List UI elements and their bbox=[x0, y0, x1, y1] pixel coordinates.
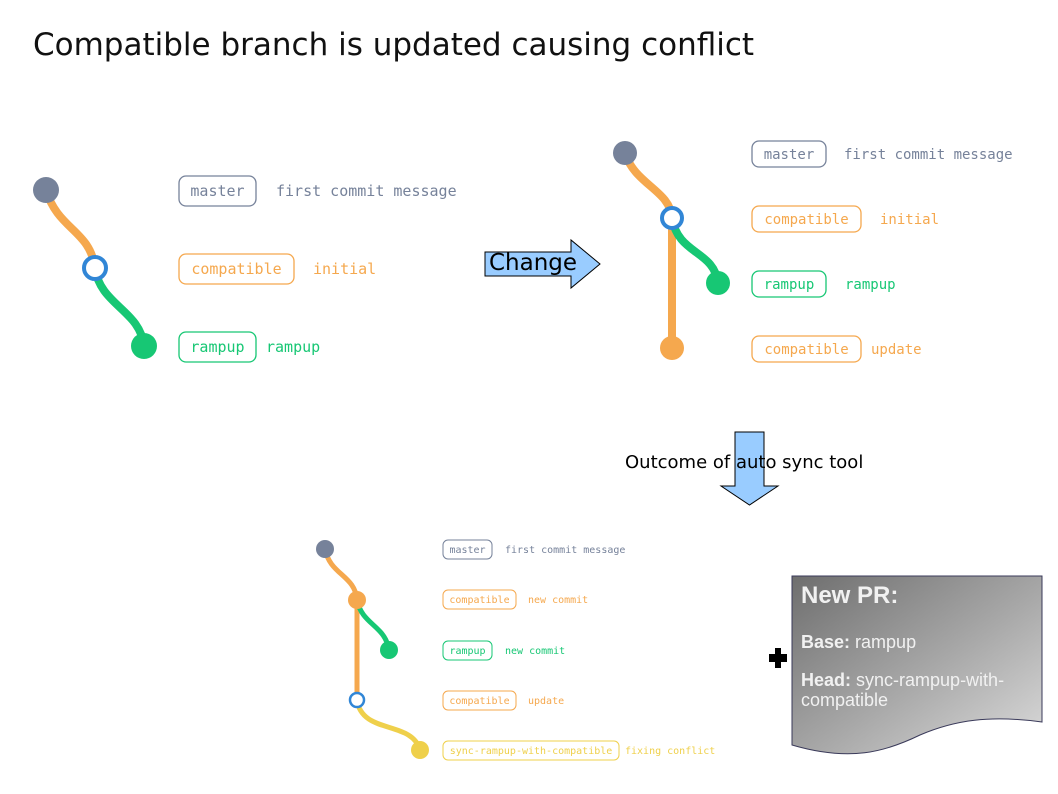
commit-message: first commit message bbox=[505, 545, 626, 556]
diagram-outcome bbox=[316, 540, 715, 760]
commit-message: new commit bbox=[505, 646, 566, 657]
pr-base-value: rampup bbox=[855, 632, 917, 652]
commit-message: new commit bbox=[528, 595, 589, 606]
branch-tag-label: rampup bbox=[449, 646, 486, 657]
commit-node-rampup bbox=[131, 333, 157, 359]
commit-node-compatible-merge bbox=[662, 208, 682, 228]
branch-tag-label: compatible bbox=[449, 696, 510, 707]
pr-heading: New PR: bbox=[801, 582, 899, 609]
pr-base-label: Base: bbox=[801, 632, 851, 652]
branch-tag-label: master bbox=[449, 545, 486, 556]
outcome-arrow-label: Outcome of auto sync tool bbox=[625, 452, 864, 473]
pr-base-line bbox=[801, 632, 1037, 652]
commit-message: initial bbox=[313, 260, 377, 278]
branch-tag-label: compatible bbox=[191, 260, 282, 278]
change-arrow-label: Change bbox=[489, 250, 578, 276]
branch-tag-label: rampup bbox=[190, 338, 245, 356]
commit-message: initial bbox=[880, 212, 940, 228]
commit-message: update bbox=[528, 696, 565, 707]
commit-node-sync bbox=[411, 741, 429, 759]
branch-tag-label: master bbox=[763, 147, 815, 163]
branch-tag-label: master bbox=[190, 182, 245, 200]
compatible-edge bbox=[625, 153, 672, 218]
commit-node-master bbox=[613, 141, 637, 165]
compatible-edge bbox=[46, 190, 95, 268]
diagram-after-change bbox=[613, 141, 1013, 362]
branch-tag-label: compatible bbox=[764, 212, 849, 228]
commit-message: first commit message bbox=[844, 147, 1013, 163]
commit-message: fixing conflict bbox=[625, 746, 716, 757]
commit-node-master bbox=[33, 177, 59, 203]
commit-node-rampup bbox=[706, 271, 730, 295]
move-handle-icon[interactable] bbox=[769, 648, 787, 668]
pr-head-line bbox=[801, 670, 1037, 710]
commit-node-compatible bbox=[348, 591, 366, 609]
branch-tag-label: rampup bbox=[763, 277, 815, 293]
commit-node-master bbox=[316, 540, 334, 558]
commit-message: update bbox=[871, 342, 922, 358]
diagram-before bbox=[33, 176, 457, 362]
commit-message: first commit message bbox=[276, 182, 457, 200]
commit-message: rampup bbox=[266, 338, 321, 356]
pr-card-content bbox=[801, 582, 1037, 728]
commit-node-compatible-merge bbox=[350, 693, 364, 707]
pr-head-label: Head: bbox=[801, 670, 852, 690]
compatible-edge bbox=[325, 549, 357, 600]
pr-head-value: sync-rampup-with-compatible bbox=[801, 670, 1005, 710]
branch-tag-label: sync-rampup-with-compatible bbox=[449, 746, 613, 757]
commit-node-rampup bbox=[380, 641, 398, 659]
sync-edge bbox=[357, 700, 420, 750]
commit-message: rampup bbox=[845, 277, 896, 293]
commit-node-compatible bbox=[660, 336, 684, 360]
rampup-edge bbox=[95, 268, 144, 346]
commit-node-compatible-merge bbox=[84, 257, 106, 279]
branch-tag-label: compatible bbox=[449, 595, 510, 606]
branch-tag-label: compatible bbox=[764, 342, 849, 358]
page-title: Compatible branch is updated causing conflict bbox=[33, 27, 755, 63]
